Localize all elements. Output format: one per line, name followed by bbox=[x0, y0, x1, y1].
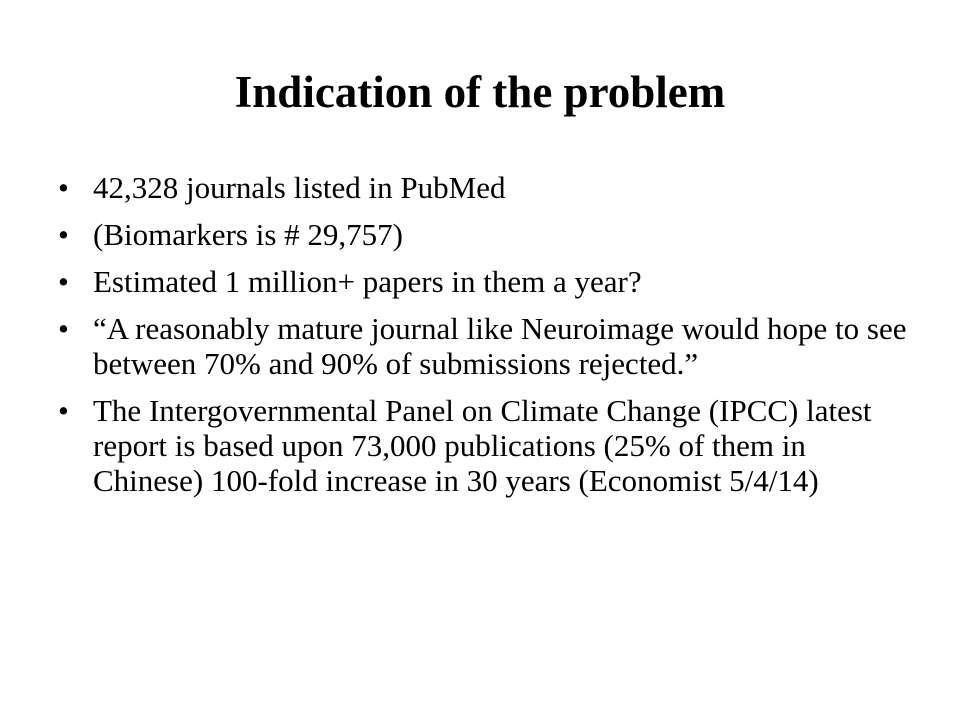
bullet-text: (Biomarkers is # 29,757) bbox=[93, 217, 403, 252]
bullet-text: Estimated 1 million+ papers in them a year? bbox=[93, 264, 642, 299]
bullet-item bbox=[58, 264, 918, 299]
bullet-icon: • bbox=[58, 311, 69, 346]
bullet-icon: • bbox=[58, 217, 69, 252]
bullet-item bbox=[58, 311, 918, 381]
bullet-text: “A reasonably mature journal like Neuroimage would hope to see between 70% and 90% of submissions rejected.” bbox=[93, 311, 907, 381]
bullet-icon: • bbox=[58, 264, 69, 299]
bullet-list bbox=[58, 170, 918, 510]
bullet-item bbox=[58, 217, 918, 252]
bullet-text: 42,328 journals listed in PubMed bbox=[93, 170, 506, 205]
bullet-item bbox=[58, 393, 918, 498]
slide-title: Indication of the problem bbox=[234, 67, 726, 117]
bullet-icon: • bbox=[58, 170, 69, 205]
bullet-icon: • bbox=[58, 393, 69, 428]
bullet-text: The Intergovernmental Panel on Climate Change (IPCC) latest report is based upon 73,000 publications (25% of them in Chinese) 100-fold increase in 30 years (Economist 5/4/14) bbox=[93, 393, 872, 498]
bullet-item bbox=[58, 170, 918, 205]
